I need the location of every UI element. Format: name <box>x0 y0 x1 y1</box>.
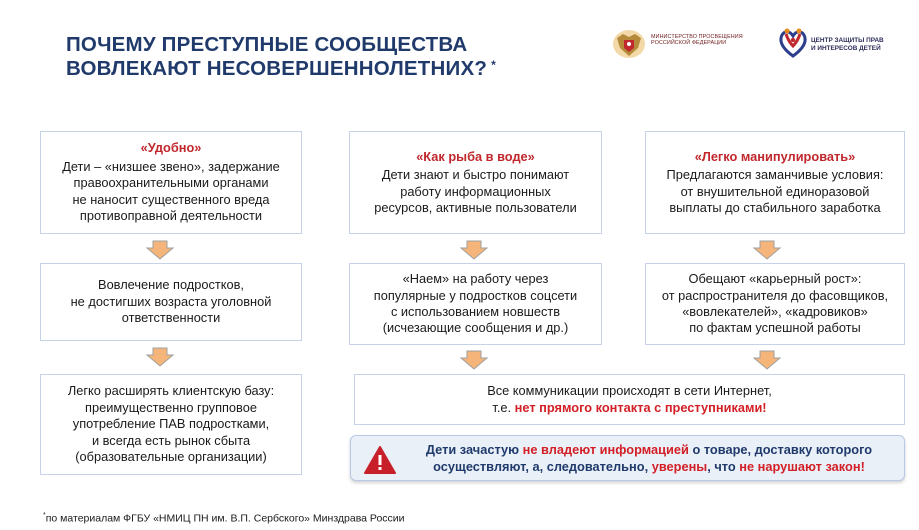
ministry-logo-line-1: МИНИСТЕРСТВО ПРОСВЕЩЕНИЯ <box>651 34 743 40</box>
column-3-row1-line: Предлагаются заманчивые условия: <box>666 167 884 183</box>
column-2-row1-line: ресурсов, активные пользователи <box>374 199 577 215</box>
source-footnote <box>43 512 405 525</box>
column-1-row3-line: (образовательные организации) <box>75 449 267 465</box>
down-arrow-icon <box>752 240 782 260</box>
down-arrow-icon <box>145 240 175 260</box>
internet-line-1: Все коммуникации происходят в сети Интернет, <box>487 383 772 399</box>
center-logo-line-1: ЦЕНТР ЗАЩИТЫ ПРАВ <box>811 37 884 44</box>
ministry-logo <box>611 28 761 60</box>
footnote-text: по материалам ФГБУ «НМИЦ ПН им. В.П. Сербского» Минздрава России <box>45 512 405 525</box>
column-1-row1-line: правоохранительными органами <box>73 175 269 191</box>
ministry-logo-text <box>651 34 759 47</box>
column-1-row3-line: и всегда есть рынок сбыта <box>91 432 251 448</box>
internet-line-2-prefix: т.е. <box>492 399 515 415</box>
warning-highlight: не нарушают закон! <box>739 458 865 474</box>
warning-highlight: не владеют информацией <box>522 442 689 457</box>
ministry-emblem-icon <box>611 28 647 60</box>
down-arrow-icon <box>752 350 782 370</box>
warning-text-part: осуществляют, а, следовательно, <box>433 458 652 474</box>
column-3-row1-line: от внушительной единоразовой <box>680 183 870 199</box>
heart-people-icon <box>778 26 808 60</box>
column-2-mechanism-box <box>349 263 602 345</box>
column-3-row2-line: Обещают «карьерный рост»: <box>688 271 862 287</box>
column-2-reason-box <box>349 131 602 234</box>
column-3-heading: «Легко манипулировать» <box>694 148 856 164</box>
column-1-mechanism-box <box>40 263 302 341</box>
column-2-row2-line: (исчезающие сообщения и др.) <box>382 320 569 336</box>
column-1-row2-line: не достигших возраста уголовной <box>70 293 272 309</box>
title-line-2 <box>66 57 626 81</box>
column-1-row2-line: Вовлечение подростков, <box>98 277 244 293</box>
column-2-row1-line: Дети знают и быстро понимают <box>381 167 570 183</box>
center-logo-text <box>811 37 915 53</box>
column-2-row2-line: «Наем» на работу через <box>402 271 549 287</box>
footnote-mark: * <box>43 512 46 519</box>
column-3-mechanism-box <box>645 263 905 345</box>
title-line-1: ПОЧЕМУ ПРЕСТУПНЫЕ СООБЩЕСТВА <box>66 33 468 56</box>
column-3-row2-line: по фактам успешной работы <box>689 320 861 336</box>
column-3-row2-line: «вовлекателей», «кадровиков» <box>682 304 868 319</box>
down-arrow-icon <box>459 350 489 370</box>
internet-communication-box <box>354 374 905 425</box>
internet-line-2 <box>492 400 766 416</box>
title-line-2-text: ВОВЛЕКАЮТ НЕСОВЕРШЕННОЛЕТНИХ? <box>66 57 488 80</box>
warning-text-part: о товаре, доставку которого <box>688 442 873 457</box>
warning-line-1 <box>399 442 899 459</box>
column-1-row3-line: употребление ПАВ подростками, <box>72 416 270 432</box>
column-2-heading: «Как рыба в воде» <box>416 148 535 164</box>
column-3-reason-box <box>645 131 905 234</box>
warning-text-part: Дети зачастую <box>425 442 523 457</box>
down-arrow-icon <box>145 347 175 367</box>
down-arrow-icon <box>459 240 489 260</box>
column-1-row3-line: Легко расширять клиентскую базу: <box>67 383 275 399</box>
warning-triangle-icon <box>363 445 397 475</box>
center-logo-line-2: И ИНТЕРЕСОВ ДЕТЕЙ <box>811 45 881 52</box>
warning-banner <box>350 435 905 481</box>
column-2-row1-line: работу информационных <box>400 183 551 199</box>
column-1-reason-box <box>40 131 302 234</box>
column-2-row2-line: с использованием новшеств <box>390 304 561 319</box>
column-3-row2-line: от распространителя до фасовщиков, <box>661 287 889 303</box>
column-3-row1-line: выплаты до стабильного заработка <box>669 199 881 215</box>
column-1-row1-line: не наносит существенного вреда <box>72 191 270 207</box>
page-title <box>66 33 626 81</box>
column-1-row1-line: Дети – «низшее звено», задержание <box>62 158 280 174</box>
column-1-heading: «Удобно» <box>140 140 202 156</box>
column-2-row2-line: популярные у подростков соцсети <box>373 287 578 303</box>
column-1-row2-line: ответственности <box>121 310 221 326</box>
warning-text-part: , что <box>707 458 740 474</box>
column-1-consequence-box <box>40 374 302 475</box>
title-footnote-mark: * <box>491 58 496 72</box>
warning-line-2 <box>399 459 899 476</box>
internet-no-contact-highlight: нет прямого контакта с преступниками! <box>514 399 767 415</box>
warning-highlight: уверены <box>651 458 708 474</box>
column-1-row3-line: преимущественно групповое <box>85 399 257 415</box>
ministry-logo-line-2: РОССИЙСКОЙ ФЕДЕРАЦИИ <box>651 40 727 47</box>
column-1-row1-line: противоправной деятельности <box>79 208 263 224</box>
center-logo <box>778 26 916 60</box>
warning-text <box>399 442 899 475</box>
